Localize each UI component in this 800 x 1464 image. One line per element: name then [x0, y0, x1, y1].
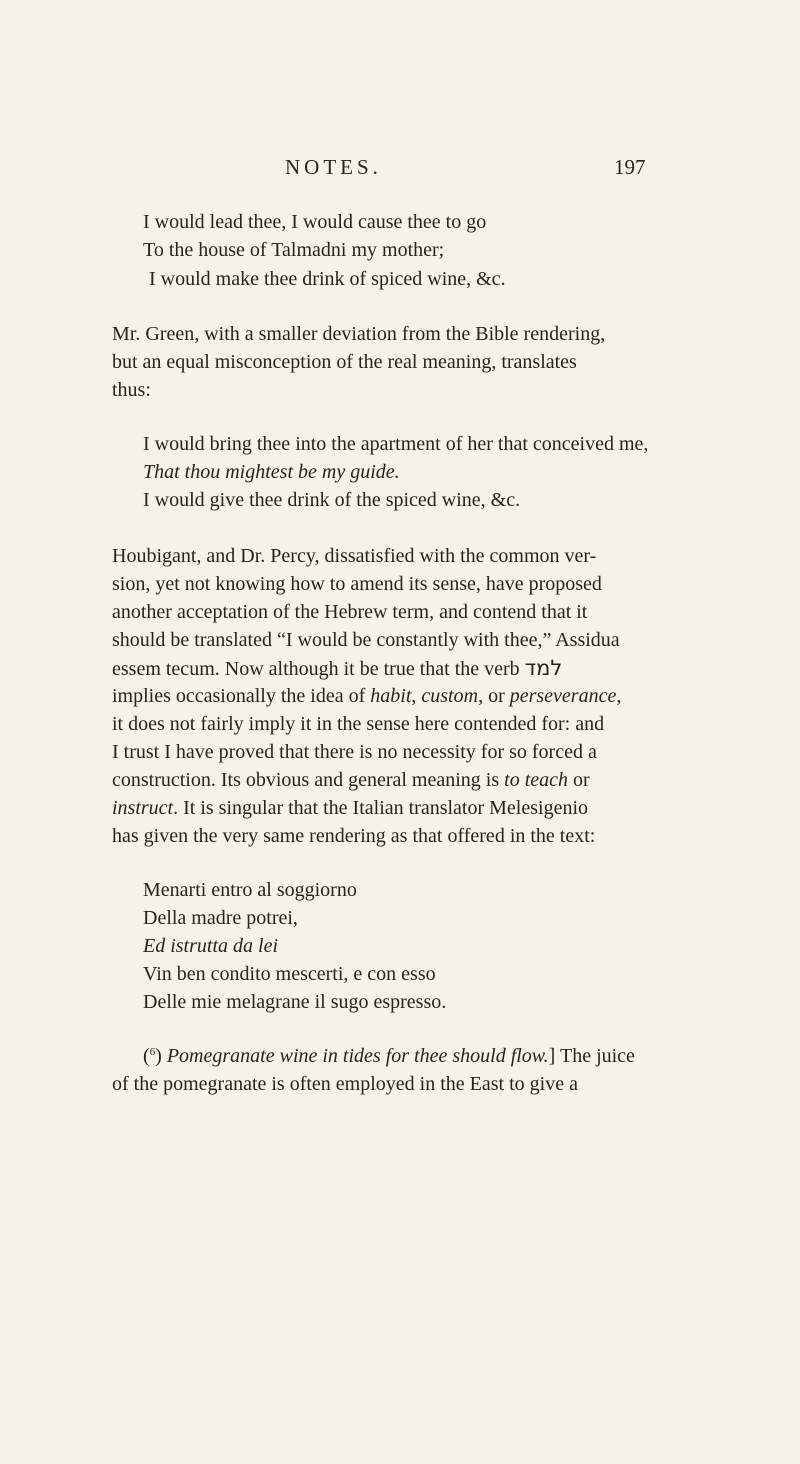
footnote-line — [143, 1044, 635, 1071]
paragraph-line — [112, 656, 562, 681]
paragraph-line: should be translated “I would be constantly with thee,” Assidua — [112, 629, 620, 651]
paragraph-text: essem tecum. Now although it be true that the verb — [112, 658, 520, 680]
verse-line: That thou mightest be my guide. — [143, 461, 400, 483]
paragraph-text: construction. Its obvious and general meaning is — [112, 769, 505, 791]
verse-line: I would lead thee, I would cause thee to go — [143, 211, 487, 233]
paragraph-text: or — [568, 769, 590, 791]
paragraph-line — [112, 768, 590, 792]
paragraph-line: thus: — [112, 379, 151, 401]
footnote-lemma: Pomegranate wine in tides for thee should flow. — [166, 1045, 549, 1067]
hebrew-word: למד — [524, 656, 563, 680]
footnote-paren: ( — [143, 1045, 150, 1067]
verse-line: To the house of Talmadni my mother; — [143, 239, 445, 261]
italian-verse-line: Delle mie melagrane il sugo espresso. — [143, 991, 447, 1013]
running-head — [0, 155, 800, 185]
paragraph-line: it does not fairly imply it in the sense here contended for: and — [112, 713, 605, 735]
paragraph-text: , — [616, 685, 622, 707]
verse-line: I would make thee drink of spiced wine, &c. — [149, 268, 506, 290]
verse-line: I would give thee drink of the spiced wine, &c. — [143, 489, 521, 511]
paragraph-line: another acceptation of the Hebrew term, and contend that it — [112, 601, 588, 623]
footnote-line: of the pomegranate is often employed in the East to give a — [112, 1073, 578, 1095]
paragraph-text: , or — [478, 685, 510, 707]
page-number: 197 — [614, 155, 646, 179]
italic-term: habit — [370, 685, 412, 707]
paragraph-line — [112, 796, 588, 820]
italic-term: to teach — [504, 769, 569, 791]
footnote-number: 6 — [149, 1046, 156, 1058]
paragraph-line — [112, 684, 621, 708]
paragraph-line: Houbigant, and Dr. Percy, dissatisfied with the common ver- — [112, 545, 597, 567]
italian-verse-line: Vin ben condito mescerti, e con esso — [143, 963, 436, 985]
italic-term: instruct — [112, 797, 174, 819]
paragraph-text: . It is singular that the Italian translator Melesigenio — [173, 797, 589, 819]
paragraph-line: but an equal misconception of the real meaning, translates — [112, 351, 577, 373]
paragraph-text: implies occasionally the idea of — [112, 685, 371, 707]
paragraph-text: , — [411, 685, 422, 707]
italic-term: custom — [421, 685, 479, 707]
paragraph-line: I trust I have proved that there is no necessity for so forced a — [112, 741, 597, 763]
italian-verse-line: Della madre potrei, — [143, 907, 298, 929]
paragraph-line: sion, yet not knowing how to amend its sense, have proposed — [112, 573, 602, 595]
footnote-paren: ) — [155, 1045, 167, 1067]
verse-line: I would bring thee into the apartment of her that conceived me, — [143, 433, 649, 455]
footnote-text: ] The juice — [548, 1045, 635, 1067]
italian-verse-line: Menarti entro al soggiorno — [143, 879, 357, 901]
paragraph-line: Mr. Green, with a smaller deviation from the Bible rendering, — [112, 323, 606, 345]
paragraph-line: has given the very same rendering as that offered in the text: — [112, 825, 596, 847]
italic-term: perseverance — [509, 685, 617, 707]
running-head-title: NOTES. — [285, 155, 382, 179]
italian-verse-line: Ed istrutta da lei — [143, 935, 278, 957]
